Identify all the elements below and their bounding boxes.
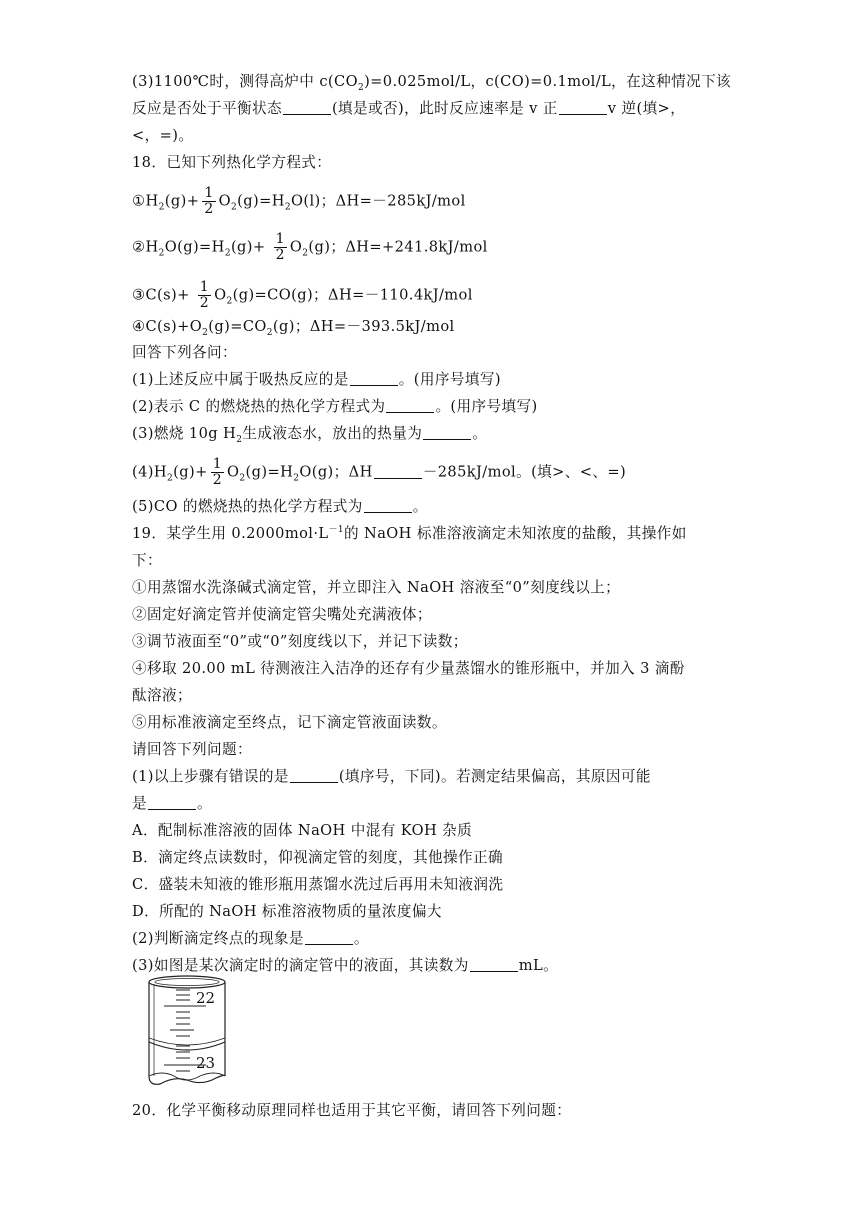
- question-18-part4: $(4)H_2(g)+$ $\frac{1}{2}$ $O_2(g)=H_2O(g)$；ΔH －285kJ/mol。(填>、<、=): [132, 456, 627, 488]
- answer-blank[interactable]: [305, 930, 353, 945]
- question-17-part3-line3: <，=)。: [132, 127, 194, 144]
- burette-label-23: 23: [196, 1054, 216, 1072]
- question-19-title: 19．某学生用 $0.2000mol\cdot L^{-1}$的 NaOH 标准溶液滴定未知浓度的盐酸，其操作如: [132, 525, 687, 542]
- question-18-part1: (1)上述反应中属于吸热反应的是 。(用序号填写): [132, 371, 501, 388]
- question-18-part2: (2)表示 C 的燃烧热的热化学方程式为 。(用序号填写): [132, 398, 538, 415]
- step-4: ④移取 20.00 mL 待测液注入洁净的还存有少量蒸馏水的锥形瓶中，并加入 3 滴酚: [132, 660, 685, 677]
- answer-blank[interactable]: [559, 100, 607, 115]
- question-17-part3: (3)1100℃时，测得高炉中 $c(CO_2)=0.025mol/L$，c(CO)=0.1mol/L，在这种情况下该: [132, 73, 732, 93]
- burette-figure: [140, 972, 250, 1090]
- answer-heading: 回答下列各问：: [132, 344, 237, 361]
- option-a: A．配制标准溶液的固体 NaOH 中混有 KOH 杂质: [132, 822, 473, 839]
- answer-blank[interactable]: [364, 498, 412, 513]
- equation-1: $①H_2(g)+$ $\frac{1}{2}$ $O_2(g)=H_2O(l)$；ΔH=－285kJ/mol: [132, 185, 466, 217]
- equation-4: $④C(s)+O_2(g)=CO_2(g)$；ΔH=－393.5kJ/mol: [132, 318, 455, 338]
- equation-2: $②H_2O(g)=H_2(g)+$ $\frac{1}{2}$ $O_2(g)$；ΔH=+241.8kJ/mol: [132, 231, 488, 263]
- answer-blank[interactable]: [423, 425, 471, 440]
- question-18-title: 18．已知下列热化学方程式：: [132, 154, 332, 171]
- answer-blank[interactable]: [290, 768, 338, 783]
- step-4-line2: 酞溶液；: [132, 687, 192, 704]
- answer-blank[interactable]: [350, 371, 398, 386]
- step-1: ①用蒸馏水洗涤碱式滴定管，并立即注入 NaOH 溶液至“0”刻度线以上；: [132, 579, 621, 596]
- answer-blank[interactable]: [386, 398, 434, 413]
- step-2: ②固定好滴定管并使滴定管尖嘴处充满液体；: [132, 606, 432, 623]
- step-3: ③调节液面至“0”或“0”刻度线以下，并记下读数；: [132, 633, 468, 650]
- option-d: D．所配的 NaOH 标准溶液物质的量浓度偏大: [132, 903, 442, 920]
- question-18-part5: (5)CO 的燃烧热的热化学方程式为 。: [132, 498, 428, 515]
- fraction-half: $\frac{1}{2}$: [212, 456, 223, 488]
- option-b: B．滴定终点读数时，仰视滴定管的刻度，其他操作正确: [132, 849, 503, 866]
- question-19-part1: (1)以上步骤有错误的是 (填序号，下同)。若测定结果偏高，其原因可能: [132, 768, 651, 785]
- answer-blank[interactable]: [148, 795, 196, 810]
- question-19-title-line2: 下：: [132, 552, 162, 569]
- answer-blank[interactable]: [283, 100, 331, 115]
- question-18-part3: (3)燃烧 10g $H_2$生成液态水，放出的热量为 。: [132, 425, 488, 445]
- fraction-half: $\frac{1}{2}$: [204, 185, 214, 217]
- question-20-title: 20．化学平衡移动原理同样也适用于其它平衡，请回答下列问题：: [132, 1102, 572, 1119]
- please-answer: 请回答下列问题：: [132, 741, 252, 758]
- step-5: ⑤用标准液滴定至终点，记下滴定管液面读数。: [132, 714, 447, 731]
- question-17-part3-line2: 反应是否处于平衡状态 (填是或否)，此时反应速率是 v 正 v 逆(填>，: [132, 100, 686, 117]
- question-19-part1-line2: 是 。: [132, 795, 212, 812]
- fraction-half: $\frac{1}{2}$: [275, 231, 285, 263]
- question-19-part3: (3)如图是某次滴定时的滴定管中的液面，其读数为 mL。: [132, 957, 559, 974]
- burette-label-22: 22: [196, 989, 216, 1007]
- answer-blank[interactable]: [470, 957, 518, 972]
- option-c: C．盛装未知液的锥形瓶用蒸馏水洗过后再用未知液润洗: [132, 876, 504, 893]
- fraction-half: $\frac{1}{2}$: [199, 279, 210, 311]
- equation-3: ③C(s)+ $\frac{1}{2}$ $O_2(g)=CO(g)$；ΔH=－110.4kJ/mol: [132, 279, 473, 311]
- question-19-part2: (2)判断滴定终点的现象是 。: [132, 930, 369, 947]
- answer-blank[interactable]: [374, 464, 422, 479]
